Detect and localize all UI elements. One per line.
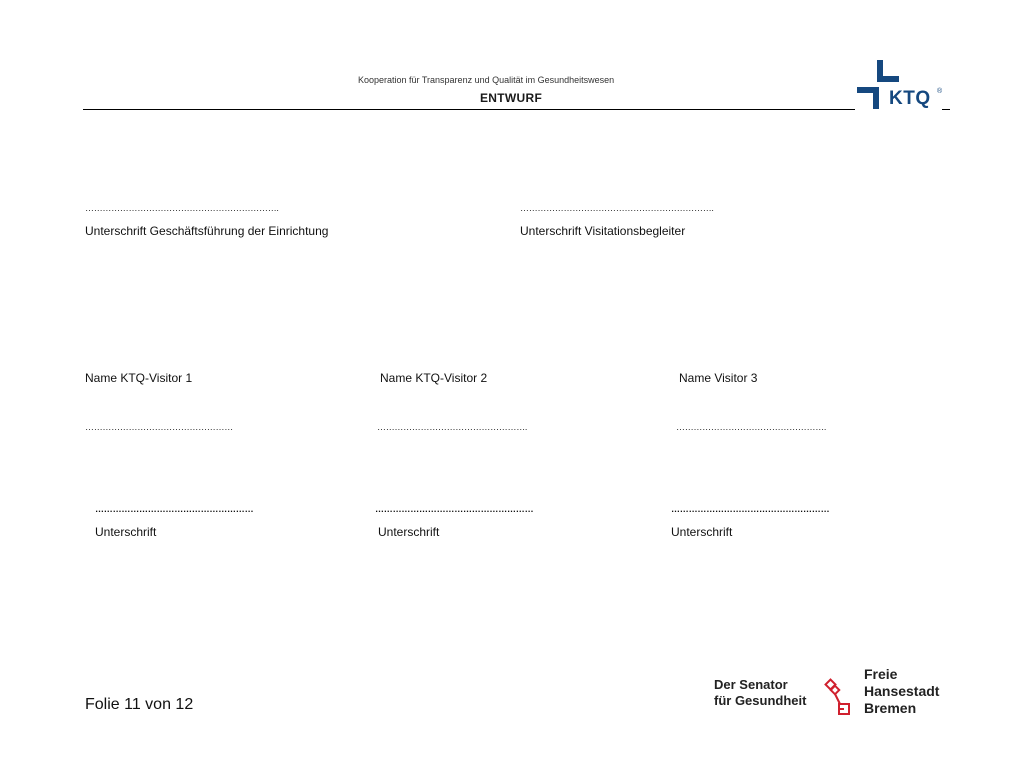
- signature-label-companion: Unterschrift Visitationsbegleiter: [520, 224, 686, 238]
- visitor2-signature-label: Unterschrift: [378, 525, 440, 539]
- visitor3-name-line: …………………………………………….: [676, 422, 827, 432]
- bremen-line-1: Freie: [864, 666, 898, 682]
- visitor1-signature-label: Unterschrift: [95, 525, 157, 539]
- bremen-line-2: Hansestadt: [864, 683, 940, 699]
- signature-line-companion: ………………………………………………………….: [520, 203, 714, 213]
- signature-line-management: ………………………………………………………….: [85, 203, 279, 213]
- visitor2-signature-line: ………………………………………………: [375, 504, 534, 514]
- bremen-key-icon: [823, 678, 853, 718]
- visitor3-signature-line: ………………………………………………: [671, 504, 830, 514]
- bremen-line-3: Bremen: [864, 700, 917, 716]
- ktq-logo-lower-bar: [873, 87, 879, 109]
- senator-line-1: Der Senator: [714, 677, 788, 692]
- visitor3-name-label: Name Visitor 3: [679, 371, 758, 385]
- signature-label-management: Unterschrift Geschäftsführung der Einrichtung: [85, 224, 329, 238]
- ktq-underline: [942, 109, 950, 110]
- header-divider: [83, 109, 855, 110]
- senator-text: [714, 677, 806, 709]
- header-organization: Kooperation für Transparenz und Qualität im Gesundheitswesen: [358, 75, 615, 85]
- ktq-logo-text: KTQ: [889, 88, 931, 109]
- page-indicator: Folie 11 von 12: [85, 696, 194, 713]
- ktq-logo-horizontal-bar: [877, 76, 899, 82]
- visitor1-signature-line: ………………………………………………: [95, 504, 254, 514]
- senator-line-2: für Gesundheit: [714, 693, 807, 708]
- visitor1-name-label: Name KTQ-Visitor 1: [85, 371, 193, 385]
- bremen-text: [864, 666, 939, 717]
- visitor1-name-line: ……………………………………………: [85, 422, 233, 432]
- visitor2-name-label: Name KTQ-Visitor 2: [380, 371, 488, 385]
- visitor2-name-line: …………………………………………….: [377, 422, 528, 432]
- visitor3-signature-label: Unterschrift: [671, 525, 733, 539]
- document-status-title: ENTWURF: [480, 91, 543, 105]
- ktq-registered-mark: ®: [937, 88, 943, 95]
